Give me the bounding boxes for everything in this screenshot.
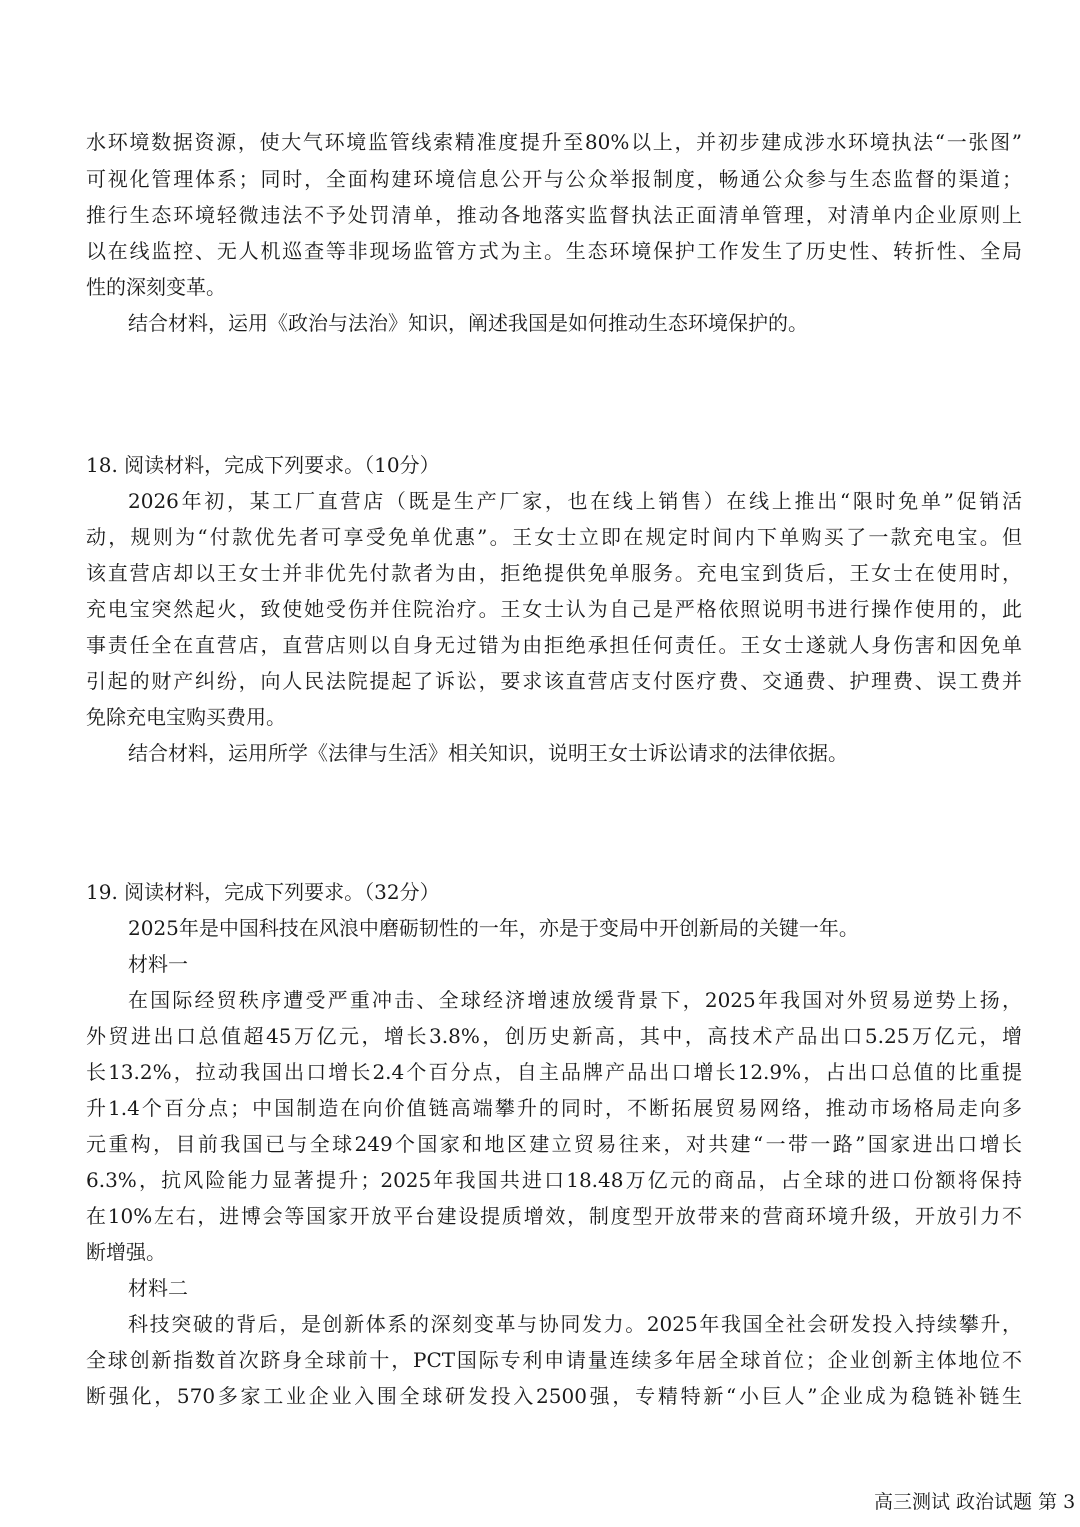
text-line: 推行生态环境轻微违法不予处罚清单，推动各地落实监督执法正面清单管理，对清单内企业原则上 xyxy=(86,203,1022,227)
text-line: 可视化管理体系；同时，全面构建环境信息公开与公众举报制度，畅通公众参与生态监督的渠道； xyxy=(86,167,1022,191)
q18-task: 结合材料，运用所学《法律与生活》相关知识，说明王女士诉讼请求的法律依据。 xyxy=(128,741,848,765)
material2-label: 材料二 xyxy=(128,1276,188,1300)
text-line: 事责任全在直营店，直营店则以自身无过错为由拒绝承担任何责任。王女士遂就人身伤害和因免单 xyxy=(86,633,1022,657)
text-line: 全球创新指数首次跻身全球前十，PCT国际专利申请量连续多年居全球首位；企业创新主体地位不 xyxy=(86,1348,1022,1372)
material1-label: 材料一 xyxy=(128,952,188,976)
q17-task: 结合材料，运用《政治与法治》知识，阐述我国是如何推动生态环境保护的。 xyxy=(128,311,808,335)
text-line: 充电宝突然起火，致使她受伤并住院治疗。王女士认为自己是严格依照说明书进行操作使用的，此 xyxy=(86,597,1022,621)
text-line: 6.3%，抗风险能力显著提升；2025年我国共进口18.48万亿元的商品，占全球的进口份额将保持 xyxy=(86,1168,1022,1192)
text-line: 外贸进出口总值超45万亿元，增长3.8%，创历史新高，其中，高技术产品出口5.25万亿元，增 xyxy=(86,1024,1022,1048)
text-line: 升1.4个百分点；中国制造在向价值链高端攀升的同时，不断拓展贸易网络，推动市场格局走向多 xyxy=(86,1096,1022,1120)
text-line: 科技突破的背后，是创新体系的深刻变革与协同发力。2025年我国全社会研发投入持续攀升， xyxy=(128,1312,1022,1336)
text-line: 性的深刻变革。 xyxy=(86,275,226,299)
page-footer: 高三测试 政治试题 第 3 xyxy=(874,1491,1076,1513)
text-line: 免除充电宝购买费用。 xyxy=(86,705,286,729)
text-line: 长13.2%，拉动我国出口增长2.4个百分点，自主品牌产品出口增长12.9%，占出口总值的比重提 xyxy=(86,1060,1022,1084)
text-line: 在10%左右，进博会等国家开放平台建设提质增效，制度型开放带来的营商环境升级，开放引力不 xyxy=(86,1204,1022,1228)
text-line: 引起的财产纠纷，向人民法院提起了诉讼，要求该直营店支付医疗费、交通费、护理费、误工费并 xyxy=(86,669,1022,693)
text-line: 该直营店却以王女士并非优先付款者为由，拒绝提供免单服务。充电宝到货后，王女士在使用时， xyxy=(86,561,1022,585)
text-line: 动，规则为“付款优先者可享受免单优惠”。王女士立即在规定时间内下单购买了一款充电宝。但 xyxy=(86,525,1022,549)
text-line: 水环境数据资源，使大气环境监管线索精准度提升至80%以上，并初步建成涉水环境执法“一张图” xyxy=(86,130,1022,154)
text-line: 以在线监控、无人机巡查等非现场监管方式为主。生态环境保护工作发生了历史性、转折性、全局 xyxy=(86,239,1022,263)
text-line: 断增强。 xyxy=(86,1240,166,1264)
text-line: 在国际经贸秩序遭受严重冲击、全球经济增速放缓背景下，2025年我国对外贸易逆势上扬， xyxy=(128,988,1022,1012)
q19-header: 19. 阅读材料，完成下列要求。（32分） xyxy=(86,880,440,904)
text-line: 2026年初，某工厂直营店（既是生产厂家，也在线上销售）在线上推出“限时免单”促销活 xyxy=(128,489,1022,513)
text-line: 断强化，570多家工业企业入围全球研发投入2500强，专精特新“小巨人”企业成为稳链补链生 xyxy=(86,1384,1022,1408)
q18-header: 18. 阅读材料，完成下列要求。（10分） xyxy=(86,453,440,477)
text-line: 元重构，目前我国已与全球249个国家和地区建立贸易往来，对共建“一带一路”国家进出口增长 xyxy=(86,1132,1022,1156)
q19-intro: 2025年是中国科技在风浪中磨砺韧性的一年，亦是于变局中开创新局的关键一年。 xyxy=(128,916,859,940)
